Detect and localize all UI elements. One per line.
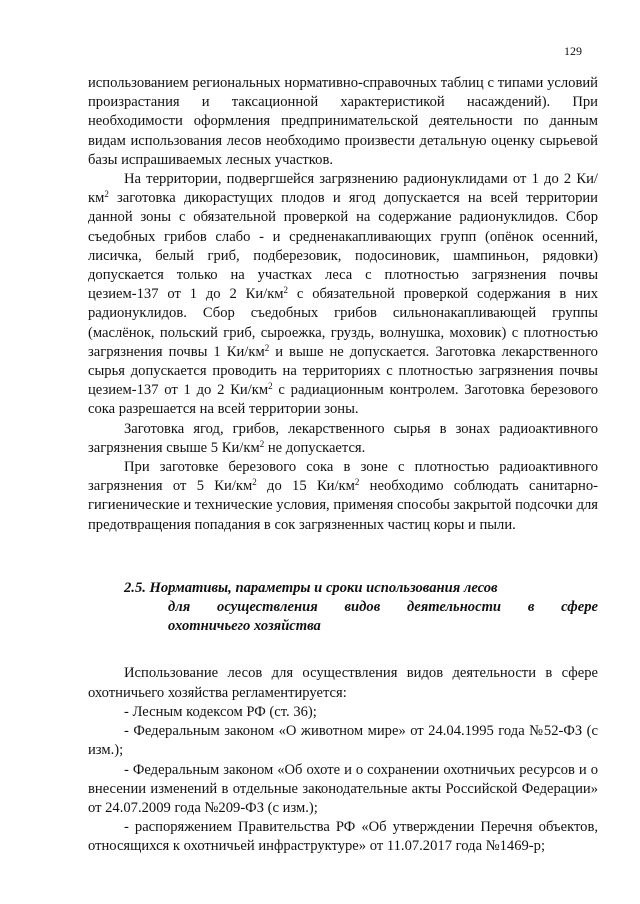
- document-body: [88, 74, 598, 857]
- superscript: 2: [268, 381, 273, 392]
- superscript: 2: [264, 342, 270, 353]
- section-heading: [88, 579, 598, 637]
- superscript: 2: [354, 477, 360, 488]
- page-number: 129: [564, 44, 582, 58]
- paragraph-birch-sap: [88, 458, 598, 535]
- text-segment: При заготовке березового сока в зоне с плотностью радиоактивного загрязнения от 5 Ки/км: [88, 459, 598, 495]
- text-segment: На территории, подвергшейся загрязнению радионуклидами от 1 до 2 Ки/км: [88, 171, 598, 207]
- heading-line: для осуществления видов деятельности в сфере: [168, 599, 598, 616]
- text-segment: и выше не допускается. Заготовка лекарственного сырья допускается проводить на территориях с плотностью загрязнения почвы цезием-137 от 1 до 2 Ки/км: [88, 343, 598, 399]
- heading-line: охотничьего хозяйства: [168, 618, 321, 635]
- paragraph-intro: использованием региональных нормативно-справочных таблиц с типами условий произрастания и таксационной характеристикой насаждений). При необходимости оформления предпринимательской деятельности по данным видам использования лесов необходимо произвести детальную оценку сырьевой базы испрашиваемых лесных участков.: [88, 75, 598, 168]
- list-item: - Лесным кодексом РФ (ст. 36);: [124, 703, 317, 720]
- superscript: 2: [104, 189, 109, 200]
- paragraph-contamination-over-5: [88, 420, 598, 458]
- text-segment: Заготовка ягод, грибов, лекарственного сырья в зонах радиоактивного загрязнения свыше 5 Ки/км: [88, 420, 598, 456]
- text-segment: необходимо соблюдать санитарно-гигиенические и технические условия, применяя способы закрытой подсочки для предотвращения попадания в сок загрязненных частиц коры и пыли.: [88, 478, 598, 533]
- text-segment: с радиационным контролем. Заготовка березового сока разрешается на всей территории зоны.: [88, 382, 598, 418]
- text-segment: не допускается.: [264, 439, 366, 456]
- heading-line: 2.5. Нормативы, параметры и сроки использования лесов: [124, 579, 498, 596]
- superscript: 2: [283, 285, 289, 296]
- text-segment: до 15 Ки/км: [256, 478, 355, 495]
- superscript: 2: [259, 438, 265, 449]
- superscript: 2: [252, 477, 257, 488]
- list-item: - Федеральным законом «О животном мире» от 24.04.1995 года №52-ФЗ (с изм.);: [88, 723, 598, 759]
- text-segment: заготовка дикорастущих плодов и ягод допускается на всей территории данной зоны с обязательной проверкой на содержание радионуклидов. Сбор съедобных грибов слабо - и средненакапливающих групп (опёнок осенний, лисичка, белый гриб, подберезовик, подосиновик, шампиньон, рядовки) допускается только на участках леса с плотностью загрязнения почвы цезием-137 от 1 до 2 Ки/км: [88, 190, 598, 303]
- paragraph-contamination-1-2: [88, 170, 598, 420]
- list-item: - распоряжением Правительства РФ «Об утверждении Перечня объектов, относящихся к охотничьей инфраструктуре» от 11.07.2017 года №1469-р;: [88, 819, 598, 855]
- text-segment: с обязательной проверкой содержания в них радионуклидов. Сбор съедобных грибов сильнонакапливающей группы (маслёнок, польский гриб, сыроежка, груздь, волнушка, моховик) с плотностью загрязнения почвы 1 Ки/км: [88, 286, 598, 360]
- paragraph-hunting-regulation: Использование лесов для осуществления видов деятельности в сфере охотничьего хозяйства регламентируется:: [88, 665, 598, 701]
- list-item: - Федеральным законом «Об охоте и о сохранении охотничьих ресурсов и о внесении изменений в отдельные законодательные акты Российской Федерации» от 24.07.2009 года №209-ФЗ (с изм.);: [88, 761, 598, 816]
